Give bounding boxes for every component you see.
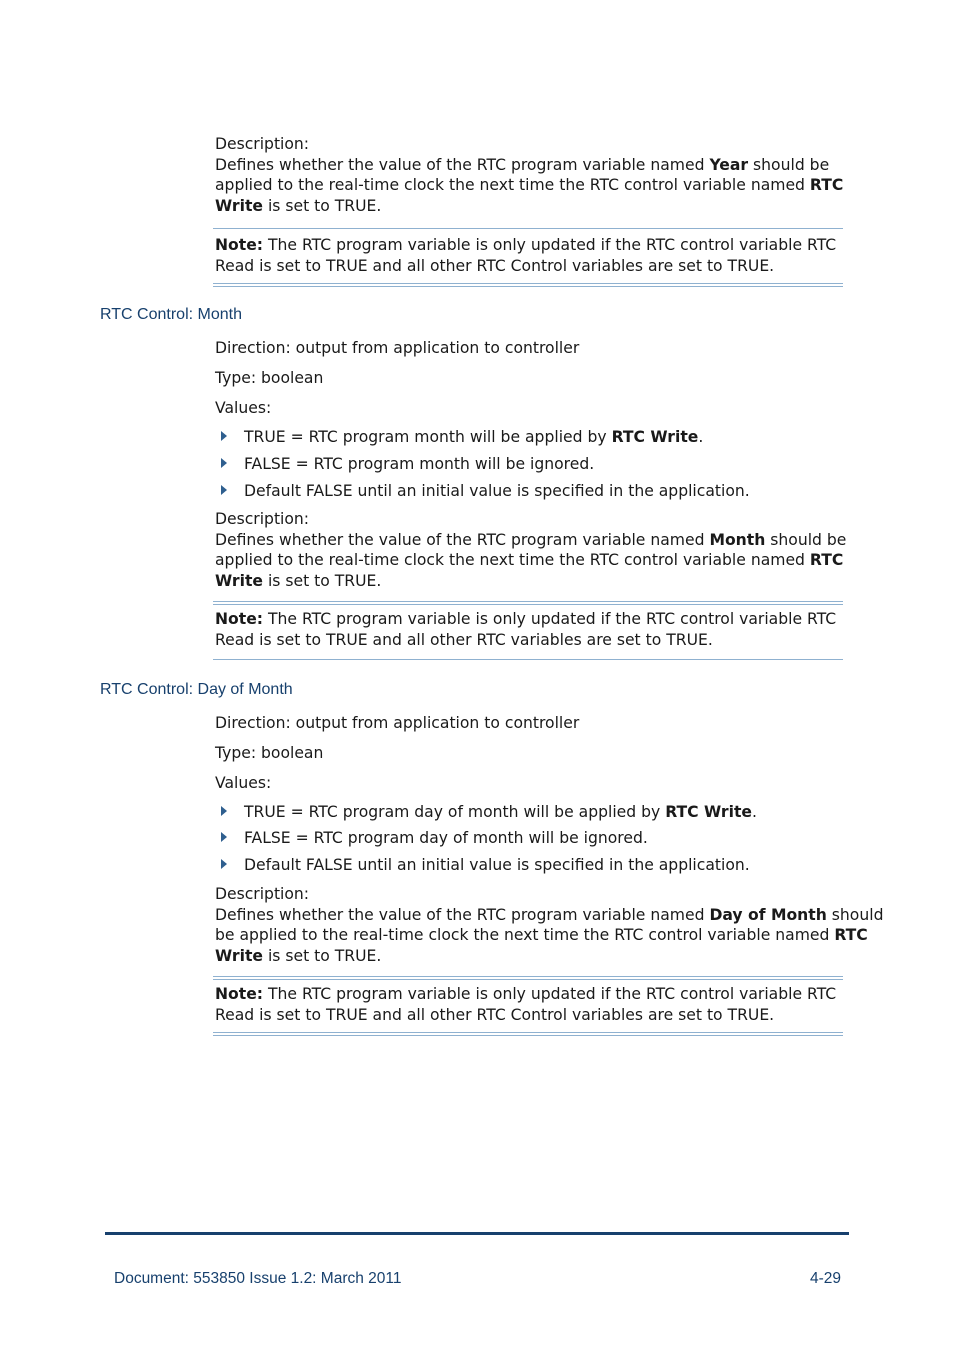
list-item: TRUE = RTC program month will be applied by RTC Write. <box>221 427 703 447</box>
note-rule-bottom <box>213 283 843 287</box>
footer-document: Document: 553850 Issue 1.2: March 2011 <box>114 1270 402 1287</box>
note-label: Note: <box>215 985 264 1003</box>
month-note: Note: The RTC program variable is only updated if the RTC control variable RTC Read is set to TRUE and all other RTC variables are set to TRUE. <box>215 610 837 649</box>
note-rule-top <box>213 228 843 229</box>
section-heading-day-of-month: RTC Control: Day of Month <box>100 681 293 698</box>
note-label: Note: <box>215 236 264 254</box>
variable-name: Year <box>709 155 749 174</box>
bullet-arrow-icon <box>221 859 227 869</box>
note-label: Note: <box>215 610 264 628</box>
variable-name: Day of Month <box>709 905 827 924</box>
bullet-arrow-icon <box>221 458 227 468</box>
bullet-arrow-icon <box>221 806 227 816</box>
list-item: TRUE = RTC program day of month will be applied by RTC Write. <box>221 802 757 822</box>
section-heading-month: RTC Control: Month <box>100 306 242 323</box>
bullet-arrow-icon <box>221 832 227 842</box>
month-description: Description: Defines whether the value of the RTC program variable named Month should be applied to the real-time clock the next time the RTC control variable named RTC Write is set to TRUE. <box>215 510 847 590</box>
note-rule-bottom <box>213 659 843 660</box>
list-item: Default FALSE until an initial value is specified in the application. <box>221 481 750 501</box>
values-label: Values: <box>215 774 272 792</box>
description-label: Description: <box>215 510 310 528</box>
direction-text: Direction: output from application to controller <box>215 714 580 732</box>
year-note: Note: The RTC program variable is only updated if the RTC control variable RTC Read is set to TRUE and all other RTC Control variables are set to TRUE. <box>215 236 837 275</box>
note-rule-top <box>213 601 843 605</box>
type-text: Type: boolean <box>215 744 324 762</box>
day-of-month-note: Note: The RTC program variable is only updated if the RTC control variable RTC Read is set to TRUE and all other RTC Control variables are set to TRUE. <box>215 985 837 1024</box>
note-rule-bottom <box>213 1032 843 1036</box>
list-item: Default FALSE until an initial value is specified in the application. <box>221 855 750 875</box>
day-of-month-description: Description: Defines whether the value of the RTC program variable named Day of Month should be applied to the real-time clock the next time the RTC control variable named RTC Write is set to TRUE. <box>215 885 884 965</box>
footer-rule <box>105 1232 849 1235</box>
description-label: Description: <box>215 885 310 903</box>
page-number: 4-29 <box>809 1270 841 1287</box>
direction-text: Direction: output from application to controller <box>215 339 580 357</box>
list-item: FALSE = RTC program month will be ignored. <box>221 454 594 474</box>
list-item: FALSE = RTC program day of month will be ignored. <box>221 828 648 848</box>
variable-name: Month <box>709 530 766 549</box>
note-rule-top <box>213 976 843 980</box>
values-label: Values: <box>215 399 272 417</box>
bullet-arrow-icon <box>221 485 227 495</box>
type-text: Type: boolean <box>215 369 324 387</box>
year-description: Description: Defines whether the value of the RTC program variable named Year should be applied to the real-time clock the next time the RTC control variable named RTC Write is set to TRUE. <box>215 135 844 215</box>
bullet-arrow-icon <box>221 431 227 441</box>
description-label: Description: <box>215 135 310 153</box>
